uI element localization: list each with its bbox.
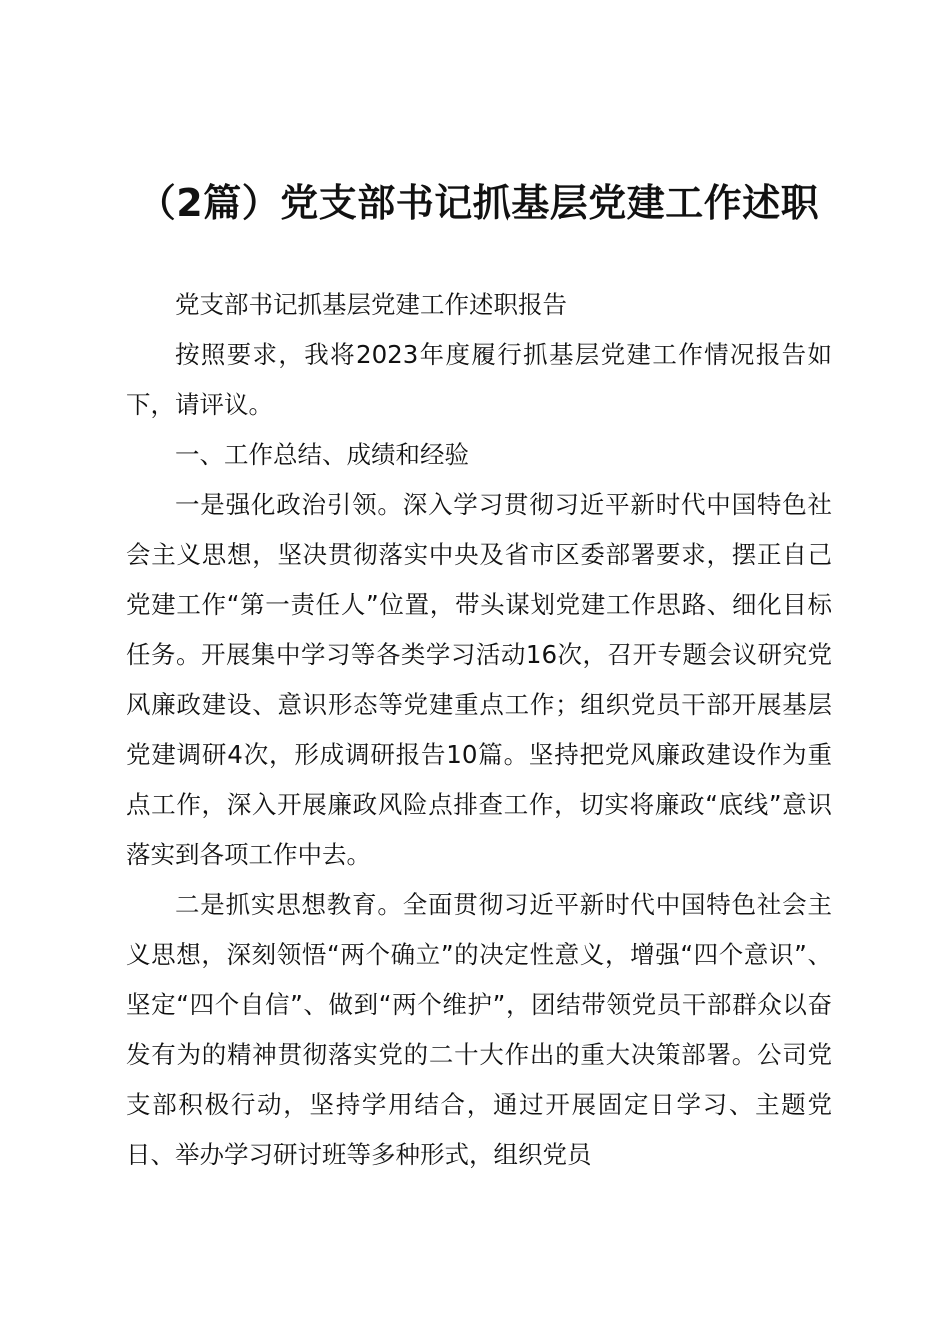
- document-title: （2篇）党支部书记抓基层党建工作述职: [137, 181, 820, 225]
- intro-paragraph: 按照要求，我将2023年度履行抓基层党建工作情况报告如下，请评议。: [126, 340, 832, 419]
- body-paragraph-ideological-education: 二是抓实思想教育。全面贯彻习近平新时代中国特色社会主义思想，深刻领悟“两个确立”的决定性意义，增强“四个意识”、坚定“四个自信”、做到“两个维护”，团结带领党员干部群众以奋发有为的精神贯彻落实党的二十大作出的重大决策部署。公司党支部积极行动，坚持学用结合，通过开展固定日学习、主题党日、举办学习研讨班等多种形式，组织党员: [126, 890, 832, 1169]
- body-paragraph-political-guidance: 一是强化政治引领。深入学习贯彻习近平新时代中国特色社会主义思想，坚决贯彻落实中央及省市区委部署要求，摆正自己党建工作“第一责任人”位置，带头谋划党建工作思路、细化目标任务。开展集中学习等各类学习活动16次，召开专题会议研究党风廉政建设、意识形态等党建重点工作；组织党员干部开展基层党建调研4次，形成调研报告10篇。坚持把党风廉政建设作为重点工作，深入开展廉政风险点排查工作，切实将廉政“底线”意识落实到各项工作中去。: [126, 490, 832, 869]
- document-body: [126, 280, 832, 1180]
- subtitle-paragraph: 党支部书记抓基层党建工作述职报告: [175, 290, 567, 319]
- section-heading: 一、工作总结、成绩和经验: [175, 440, 469, 469]
